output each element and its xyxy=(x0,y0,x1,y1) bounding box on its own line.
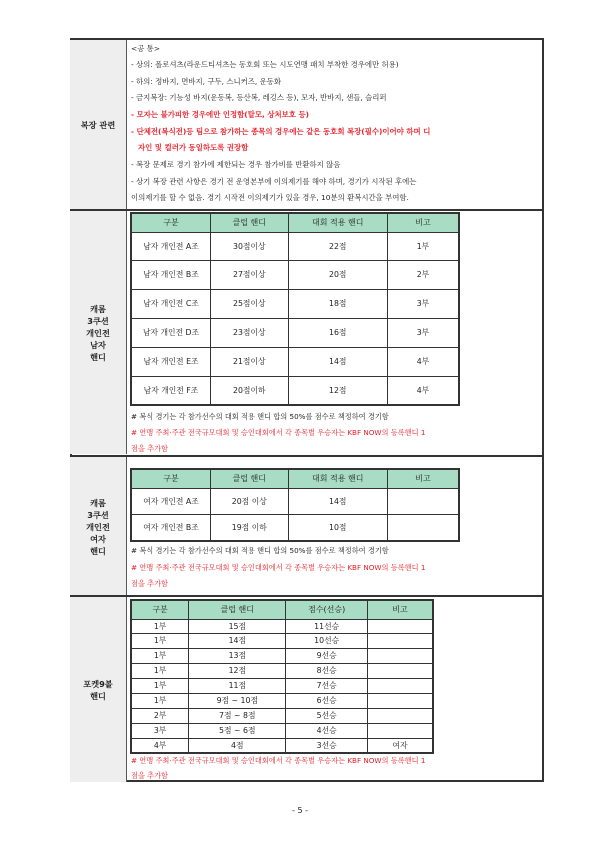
men-label-line: 핸디 xyxy=(90,351,106,362)
table-row xyxy=(131,260,459,289)
pocket-cell: 10선승 xyxy=(286,633,367,648)
men-cell: 3부 xyxy=(387,318,459,347)
dress-code-label-text: 복장 관련 xyxy=(80,120,116,130)
pocket-cell: 1부 xyxy=(131,693,189,708)
table-row xyxy=(131,347,459,376)
men-cell: 27점이상 xyxy=(211,260,289,289)
pocket-cell xyxy=(367,678,433,693)
pocket-cell: 9선승 xyxy=(286,648,367,663)
men-cell: 남자 개인전 E조 xyxy=(131,347,211,376)
pocket-cell: 3선승 xyxy=(286,738,367,753)
men-note: # 복식 경기는 각 참가선수의 대회 적용 핸디 합의 50%를 점수로 책정하여 경기함 xyxy=(131,412,389,421)
women-header-club: 클럽 핸디 xyxy=(211,469,289,488)
table-row xyxy=(131,514,459,541)
men-note-red-1: # 연맹 주최·주관 전국규모대회 및 승인대회에서 각 종목별 우승자는 KBF NOW의 등록핸디 1 xyxy=(131,428,426,437)
dress-line-9: 이의제기를 할 수 없음. 경기 시작전 이의제기가 있을 경우, 10분의 환복시간을 부여함. xyxy=(131,193,409,202)
men-cell: 25점이상 xyxy=(211,289,289,318)
women-label-line: 핸디 xyxy=(90,545,106,556)
men-handicap-table xyxy=(130,212,460,406)
pocket-cell: 1부 xyxy=(131,619,189,633)
pocket-cell: 1부 xyxy=(131,633,189,648)
page-number: - 5 - xyxy=(292,806,308,815)
table-row xyxy=(131,232,459,260)
pocket-note-red-2: 점을 추가함 xyxy=(131,771,169,780)
table-row xyxy=(131,693,433,708)
dress-line-4: - 모자는 불가피한 경우에만 인정함(탈모, 상처보호 등) xyxy=(131,110,309,119)
pocket-cell xyxy=(367,633,433,648)
women-cell: 여자 개인전 A조 xyxy=(131,488,211,514)
women-cell: 여자 개인전 B조 xyxy=(131,514,211,541)
women-cell xyxy=(387,488,459,514)
pocket-cell xyxy=(367,693,433,708)
pocket-cell: 7점 ~ 8점 xyxy=(189,708,286,723)
men-cell: 남자 개인전 F조 xyxy=(131,376,211,405)
dress-line-1: - 상의: 폴로셔츠(라운드티셔츠는 동호회 또는 시도연맹 패치 부착한 경우에만 허용) xyxy=(131,60,399,69)
men-cell: 16점 xyxy=(288,318,387,347)
table-row xyxy=(131,619,433,633)
men-cell: 남자 개인전 B조 xyxy=(131,260,211,289)
pocket-cell: 11선승 xyxy=(286,619,367,633)
women-handicap-table xyxy=(130,468,460,542)
pocket-cell: 15점 xyxy=(189,619,286,633)
pocket-cell: 1부 xyxy=(131,648,189,663)
pocket-cell xyxy=(367,663,433,678)
dress-line-2: - 하의: 정바지, 면바지, 구두, 스니커즈, 운동화 xyxy=(131,77,282,86)
dress-line-7: - 복장 문제로 경기 참가에 제한되는 경우 참가비를 반환하지 않음 xyxy=(131,160,341,169)
dress-line-8: - 상기 복장 관련 사항은 경기 전 운영본부에 이의제기를 해야 하며, 경기가 시작된 후에는 xyxy=(131,177,417,186)
men-cell: 4부 xyxy=(387,376,459,405)
men-cell: 22점 xyxy=(288,232,387,260)
dress-line-3: - 금지복장: 기능성 바지(운동복, 등산복, 레깅스 등), 모자, 반바지, 샌들, 슬리퍼 xyxy=(131,93,387,102)
men-cell: 남자 개인전 A조 xyxy=(131,232,211,260)
women-header-group: 구분 xyxy=(131,469,211,488)
women-cell: 19점 이하 xyxy=(211,514,289,541)
pocket-cell: 14점 xyxy=(189,633,286,648)
men-cell: 1부 xyxy=(387,232,459,260)
dress-code-label xyxy=(70,40,127,210)
dress-line-5: - 단체전(복식전)등 팀으로 참가하는 종목의 경우에는 같은 동호회 복장(필수)이어야 하며 디 xyxy=(131,127,431,136)
table-row xyxy=(131,708,433,723)
pocket-cell: 2부 xyxy=(131,708,189,723)
pocket-cell: 12점 xyxy=(189,663,286,678)
men-header-club: 클럽 핸디 xyxy=(211,213,289,232)
women-label-line: 캐롬 xyxy=(90,497,106,508)
pocket-cell xyxy=(367,648,433,663)
table-row xyxy=(131,678,433,693)
table-row xyxy=(131,738,433,753)
men-label-line: 개인전 xyxy=(86,327,110,338)
women-label-line: 여자 xyxy=(90,533,106,544)
women-note-red-1: # 연맹 주최·주관 전국규모대회 및 승인대회에서 각 종목별 우승자는 KBF NOW의 등록핸디 1 xyxy=(131,563,426,572)
women-cell: 14점 xyxy=(288,488,387,514)
men-cell: 12점 xyxy=(288,376,387,405)
pocket-header-club: 클럽 핸디 xyxy=(189,600,286,619)
men-cell: 20점이하 xyxy=(211,376,289,405)
table-row xyxy=(131,376,459,405)
pocket-cell: 3부 xyxy=(131,723,189,738)
table-row xyxy=(131,723,433,738)
women-label-line: 개인전 xyxy=(86,521,110,532)
men-label-line: 캐롬 xyxy=(90,303,106,314)
men-cell: 4부 xyxy=(387,347,459,376)
pocket-cell: 1부 xyxy=(131,678,189,693)
pocket-cell: 4점 xyxy=(189,738,286,753)
men-header-applied: 대회 적용 핸디 xyxy=(288,213,387,232)
pocket-cell: 6선승 xyxy=(286,693,367,708)
men-label-line: 3쿠션 xyxy=(87,315,109,326)
women-handicap-label xyxy=(70,457,127,596)
pocket-cell: 4선승 xyxy=(286,723,367,738)
pocket-cell: 1부 xyxy=(131,663,189,678)
pocket-handicap-table xyxy=(130,599,434,754)
women-header-applied: 대회 적용 핸디 xyxy=(288,469,387,488)
men-cell: 14점 xyxy=(288,347,387,376)
pocket-cell: 8선승 xyxy=(286,663,367,678)
table-row xyxy=(131,648,433,663)
men-cell: 3부 xyxy=(387,289,459,318)
women-note-red-2: 점을 추가함 xyxy=(131,579,169,588)
pocket-cell: 여자 xyxy=(367,738,433,753)
dress-line-6: 자인 및 컬러가 동일하도록 권장함 xyxy=(138,143,249,152)
men-cell: 20점 xyxy=(288,260,387,289)
men-cell: 남자 개인전 C조 xyxy=(131,289,211,318)
pocket-cell xyxy=(367,723,433,738)
men-cell: 18점 xyxy=(288,289,387,318)
women-header-note: 비고 xyxy=(387,469,459,488)
table-row xyxy=(131,663,433,678)
pocket-header-group: 구분 xyxy=(131,600,189,619)
pocket-cell: 5선승 xyxy=(286,708,367,723)
pocket-cell xyxy=(367,708,433,723)
pocket-cell: 7선승 xyxy=(286,678,367,693)
pocket-note-red-1: # 연맹 주최·주관 전국규모대회 및 승인대회에서 각 종목별 우승자는 KBF NOW의 등록핸디 1 xyxy=(131,756,426,765)
pocket-header-note: 비고 xyxy=(367,600,433,619)
men-cell: 30점이상 xyxy=(211,232,289,260)
men-cell: 21점이상 xyxy=(211,347,289,376)
pocket-cell: 11점 xyxy=(189,678,286,693)
men-cell: 남자 개인전 D조 xyxy=(131,318,211,347)
pocket-handicap-label xyxy=(70,597,127,782)
men-handicap-label xyxy=(70,211,127,454)
pocket-cell: 9점 ~ 10점 xyxy=(189,693,286,708)
pocket-label-line: 핸디 xyxy=(90,690,106,701)
men-note-red-2: 점을 추가함 xyxy=(131,444,169,453)
women-cell: 10점 xyxy=(288,514,387,541)
pocket-header-score: 점수(선승) xyxy=(286,600,367,619)
women-label-line: 3쿠션 xyxy=(87,509,109,520)
pocket-label-line: 포켓9볼 xyxy=(83,678,113,689)
men-header-note: 비고 xyxy=(387,213,459,232)
pocket-cell: 13점 xyxy=(189,648,286,663)
men-header-group: 구분 xyxy=(131,213,211,232)
men-cell: 2부 xyxy=(387,260,459,289)
table-row xyxy=(131,488,459,514)
pocket-cell xyxy=(367,619,433,633)
table-row xyxy=(131,633,433,648)
table-row xyxy=(131,318,459,347)
women-cell xyxy=(387,514,459,541)
table-row xyxy=(131,289,459,318)
pocket-cell: 5점 ~ 6점 xyxy=(189,723,286,738)
men-label-line: 남자 xyxy=(90,339,106,350)
pocket-cell: 4부 xyxy=(131,738,189,753)
women-cell: 20점 이상 xyxy=(211,488,289,514)
women-note: # 복식 경기는 각 참가선수의 대회 적용 핸디 합의 50%를 점수로 책정하여 경기함 xyxy=(131,546,389,555)
dress-line-0: <공 통> xyxy=(131,44,161,53)
men-cell: 23점이상 xyxy=(211,318,289,347)
